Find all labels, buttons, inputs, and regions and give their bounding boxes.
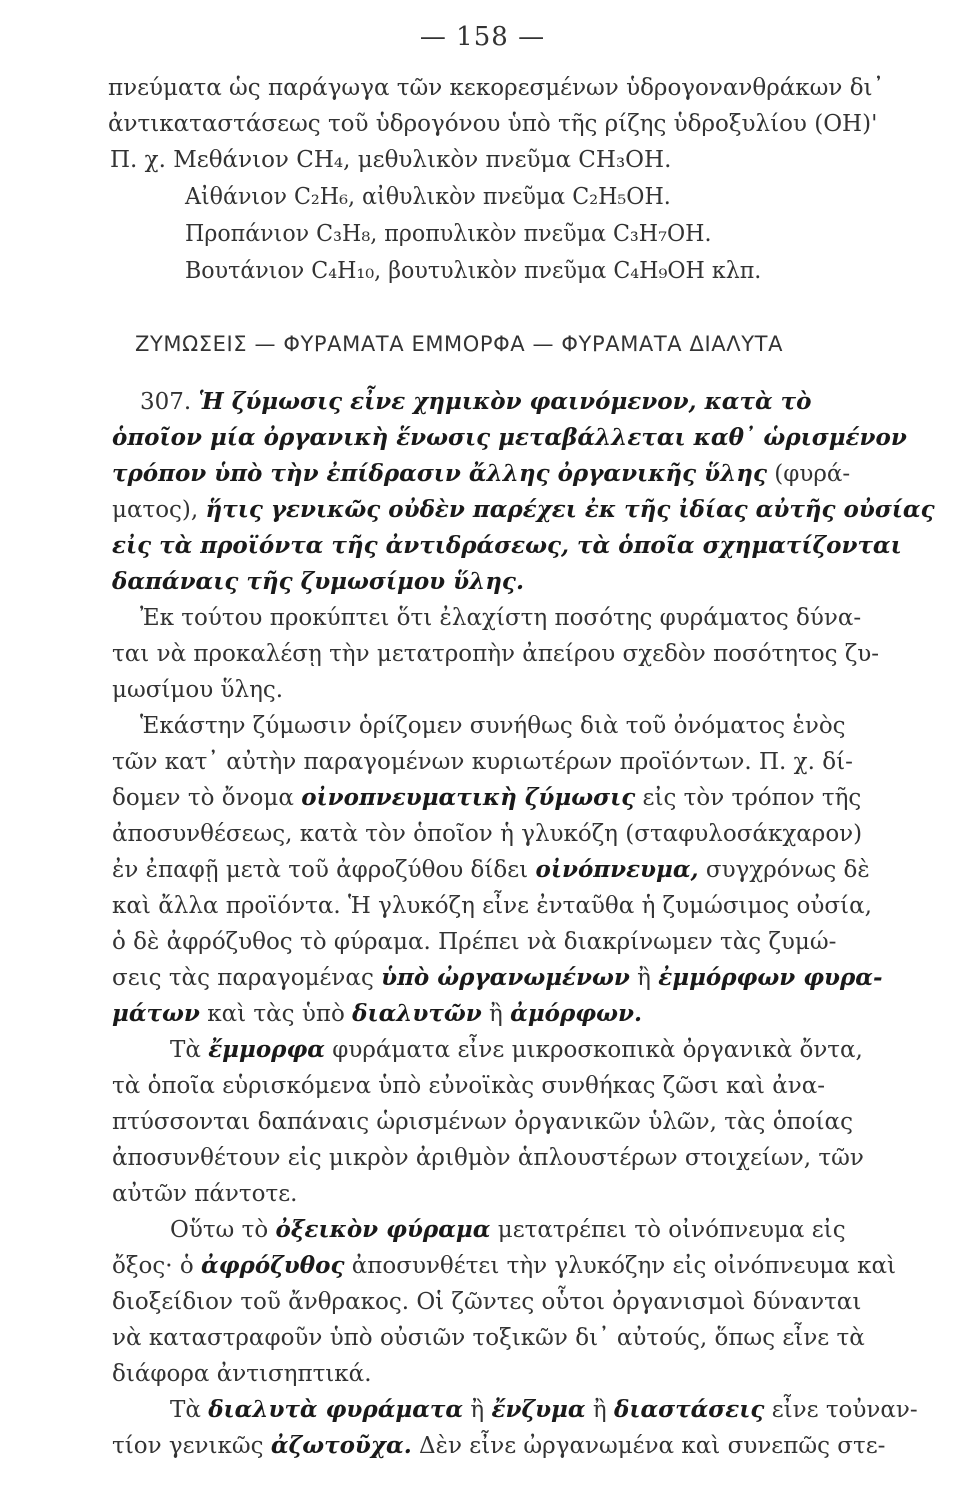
bold-italic-text: ἀφρόζυθος [201,1252,345,1279]
text-line: ἀποσυνθέσεως, κατὰ τὸν ὁποῖον ἡ γλυκόζη (σταφυλοσάκχαρον) [112,821,863,847]
bold-italic-text: Ἡ ζύμωσις εἶνε χημικὸν φαινόμενον, κατὰ τὸ [198,388,812,415]
bold-italic-text: ἀζωτοῦχα. [270,1432,412,1459]
bold-italic-text: ἥτις γενικῶς οὐδὲν παρέχει ἐκ τῆς ἰδίας αὐτῆς οὐσίας [205,496,935,523]
text-span: ἀποσυνθέτει τὴν γλυκόζην εἰς οἰνόπνευμα καὶ [351,1253,897,1279]
bold-italic-text: εἰς τὰ προϊόντα τῆς ἀντιδράσεως, τὰ ὁποῖα σχηματίζονται [112,532,902,559]
text-line: ἀποσυνθέτουν εἰς μικρὸν ἀριθμὸν ἁπλουστέρων στοιχείων, τῶν [112,1145,864,1171]
text-span: ἐν ἐπαφῇ μετὰ τοῦ ἀφροζύθου δίδει [112,857,529,883]
text-line [112,856,912,884]
bold-italic-text: ἐμμόρφων φυρα- [658,964,883,991]
text-line: Π. χ. Μεθάνιον CH₄, μεθυλικὸν πνεῦμα CH₃OH. [110,147,672,173]
text-span: Δὲν εἶνε ὠργανωμένα καὶ συνεπῶς στε- [419,1433,886,1459]
text-line [112,784,912,812]
text-span: σεις τὰς παραγομένας [112,965,374,991]
bold-italic-text: ἔμμορφα [208,1036,325,1063]
text-span: τίον γενικῶς [112,1433,264,1459]
text-span: Τὰ [170,1397,201,1423]
text-span: ἢ [489,1001,503,1027]
text-span: ματος), [112,497,199,523]
text-line: μωσίμου ὕλης. [112,677,284,703]
bold-italic-text: ὀξεικὸν φύραμα [275,1216,491,1243]
bold-italic-text: οἰνόπνευμα, [535,856,699,883]
text-span: ἢ [592,1397,607,1423]
bold-italic-text: διαστάσεις [613,1396,765,1423]
text-line: πνεύματα ὡς παράγωγα τῶν κεκορεσμένων ὑδρογονανθράκων δι᾽ [108,75,885,101]
text-line: νὰ καταστραφοῦν ὑπὸ οὐσιῶν τοξικῶν δι᾽ αὐτούς, ὅπως εἶνε τὰ [112,1325,865,1351]
text-line [170,1396,918,1424]
text-span: εἶνε τοὐναν- [771,1397,918,1423]
text-span: δομεν τὸ ὄνομα [112,785,294,811]
bold-italic-text: ἔνζυμα [491,1396,586,1423]
text-line [112,1432,912,1460]
text-line [112,424,912,452]
text-line: διάφορα ἀντισηπτικά. [112,1361,372,1387]
text-line: Προπάνιον C₃H₈, προπυλικὸν πνεῦμα C₃H₇OH. [185,221,712,247]
text-span: ὄξος· ὁ [112,1253,194,1279]
text-line: αὐτῶν πάντοτε. [112,1181,298,1207]
page-number: — 158 — [419,22,546,52]
text-line [140,388,912,416]
bold-italic-text: ἀμόρφων. [510,1000,642,1027]
text-line: τῶν κατ᾽ αὐτὴν παραγομένων κυριωτέρων προϊόντων. Π. χ. δί- [112,749,853,775]
text-line: ὁ δὲ ἀφρόζυθος τὸ φύραμα. Πρέπει νὰ διακρίνωμεν τὰς ζυμώ- [112,929,837,955]
bold-italic-text: μάτων [112,1000,200,1027]
text-line: πτύσσονται δαπάναις ὡρισμένων ὀργανικῶν ὑλῶν, τὰς ὁποίας [112,1109,853,1135]
text-span: ἢ [637,965,651,991]
text-span: ἢ [470,1397,485,1423]
text-line [112,568,912,596]
text-line [112,496,935,524]
text-span: εἰς τὸν τρόπον τῆς [642,785,862,811]
bold-italic-text: διαλυτῶν [352,1000,482,1027]
text-span: συγχρόνως δὲ [705,857,870,883]
text-line: Αἰθάνιον C₂H₆, αἰθυλικὸν πνεῦμα C₂H₅OH. [185,184,671,210]
text-span: (φυρά- [774,461,851,487]
text-span: φυράματα εἶνε μικροσκοπικὰ ὀργανικὰ ὄντα, [332,1037,863,1063]
section-heading: ΖΥΜΩΣΕΙΣ — ΦΥΡΑΜΑΤΑ ΕΜΜΟΡΦΑ — ΦΥΡΑΜΑΤΑ ΔΙΑΛΥΤΑ [135,332,784,356]
text-line [112,532,912,560]
text-line [112,1252,912,1280]
text-line [112,964,912,992]
text-line [112,460,912,488]
text-line: ἀντικαταστάσεως τοῦ ὑδρογόνου ὑπὸ τῆς ρίζης ὑδροξυλίου (ΟΗ)' [108,111,878,137]
bold-italic-text: οἰνοπνευματικὴ ζύμωσις [301,784,636,811]
bold-italic-text: ὁποῖον μία ὀργανικὴ ἕνωσις μεταβάλλεται καθ᾽ ὡρισμένον [112,424,907,451]
text-line [170,1036,912,1064]
text-span: μετατρέπει τὸ οἰνόπνευμα εἰς [497,1217,846,1243]
text-line: καὶ ἄλλα προϊόντα. Ἡ γλυκόζη εἶνε ἐνταῦθα ἡ ζυμώσιμος οὐσία, [112,893,872,919]
text-line: τὰ ὁποῖα εὑρισκόμενα ὑπὸ εὐνοϊκὰς συνθήκας ζῶσι καὶ ἀνα- [112,1073,826,1099]
bold-italic-text: τρόπον ὑπὸ τὴν ἐπίδρασιν ἄλλης ὀργανικῆς ὕλης [112,460,767,487]
bold-italic-text: ὑπὸ ὠργανωμένων [381,964,630,991]
text-line [112,1000,912,1028]
text-line [170,1216,912,1244]
paragraph-number: 307. [140,389,192,415]
text-span: καὶ τὰς ὑπὸ [207,1001,345,1027]
text-line: Ἐκ τούτου προκύπτει ὅτι ἐλαχίστη ποσότης φυράματος δύνα- [140,605,862,631]
text-line: διοξείδιον τοῦ ἄνθρακος. Οἱ ζῶντες οὗτοι ὀργανισμοὶ δύνανται [112,1289,862,1315]
bold-italic-text: διαλυτὰ φυράματα [208,1396,464,1423]
bold-italic-text: δαπάναις τῆς ζυμωσίμου ὕλης. [112,568,524,595]
text-line: ται νὰ προκαλέσῃ τὴν μετατροπὴν ἀπείρου σχεδὸν ποσότητος ζυ- [112,641,880,667]
text-line: Ἑκάστην ζύμωσιν ὁρίζομεν συνήθως διὰ τοῦ ὀνόματος ἑνὸς [140,713,846,739]
text-span: Τὰ [170,1037,201,1063]
text-span: Οὕτω τὸ [170,1217,269,1243]
text-line: Βουτάνιον C₄H₁₀, βουτυλικὸν πνεῦμα C₄H₉OH κλπ. [185,258,762,284]
